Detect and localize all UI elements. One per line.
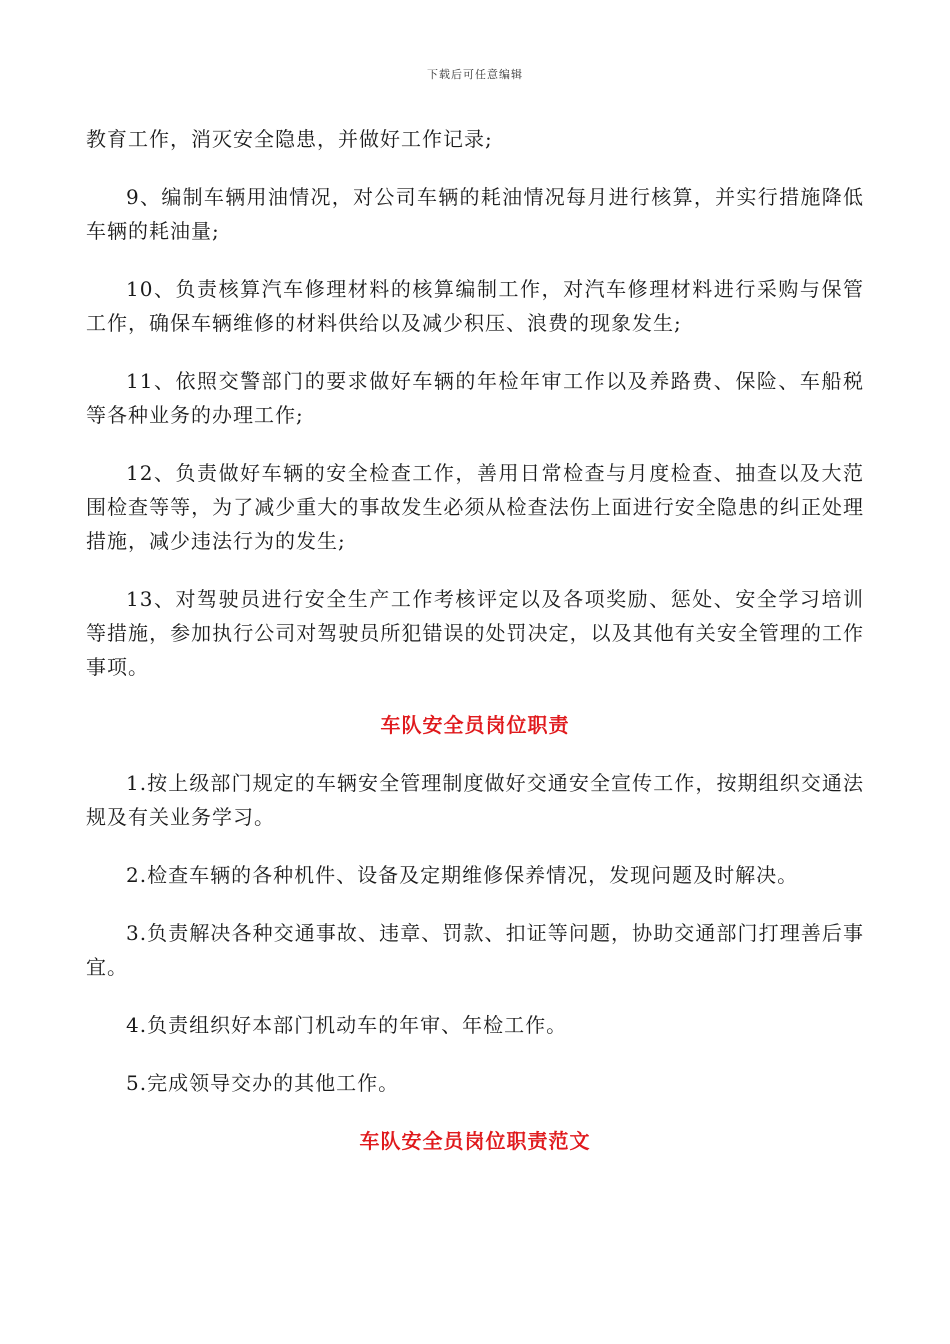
document-body <box>86 122 864 1182</box>
duty-item-4: 4.负责组织好本部门机动车的年审、年检工作。 <box>126 1013 568 1037</box>
section-heading-sample: 车队安全员岗位职责范文 <box>359 1129 591 1153</box>
duty-item-1: 1.按上级部门规定的车辆安全管理制度做好交通安全宣传工作，按期组织交通法规及有关业务学习。 <box>86 771 864 829</box>
paragraph-item-10: 10、负责核算汽车修理材料的核算编制工作，对汽车修理材料进行采购与保管工作，确保车辆维修的材料供给以及减少积压、浪费的现象发生; <box>86 277 864 335</box>
duty-item-3: 3.负责解决各种交通事故、违章、罚款、扣证等问题，协助交通部门打理善后事宜。 <box>86 921 864 979</box>
page-header: 下载后可任意编辑 <box>427 68 523 81</box>
paragraph-item-12: 12、负责做好车辆的安全检查工作，善用日常检查与月度检查、抽查以及大范围检查等等，为了减少重大的事故发生必须从检查法伤上面进行安全隐患的纠正处理措施，减少违法行为的发生; <box>86 461 864 553</box>
duty-item-2: 2.检查车辆的各种机件、设备及定期维修保养情况，发现问题及时解决。 <box>126 863 799 887</box>
paragraph-item-13: 13、对驾驶员进行安全生产工作考核评定以及各项奖励、惩处、安全学习培训等措施，参加执行公司对驾驶员所犯错误的处罚决定，以及其他有关安全管理的工作事项。 <box>86 587 864 679</box>
paragraph-continuation: 教育工作，消灭安全隐患，并做好工作记录; <box>86 127 493 151</box>
paragraph-item-11: 11、依照交警部门的要求做好车辆的年检年审工作以及养路费、保险、车船税等各种业务的办理工作; <box>86 369 864 427</box>
section-heading-duties: 车队安全员岗位职责 <box>380 713 570 737</box>
duty-item-5: 5.完成领导交办的其他工作。 <box>126 1071 400 1095</box>
paragraph-item-9: 9、编制车辆用油情况，对公司车辆的耗油情况每月进行核算，并实行措施降低车辆的耗油量; <box>86 185 864 243</box>
